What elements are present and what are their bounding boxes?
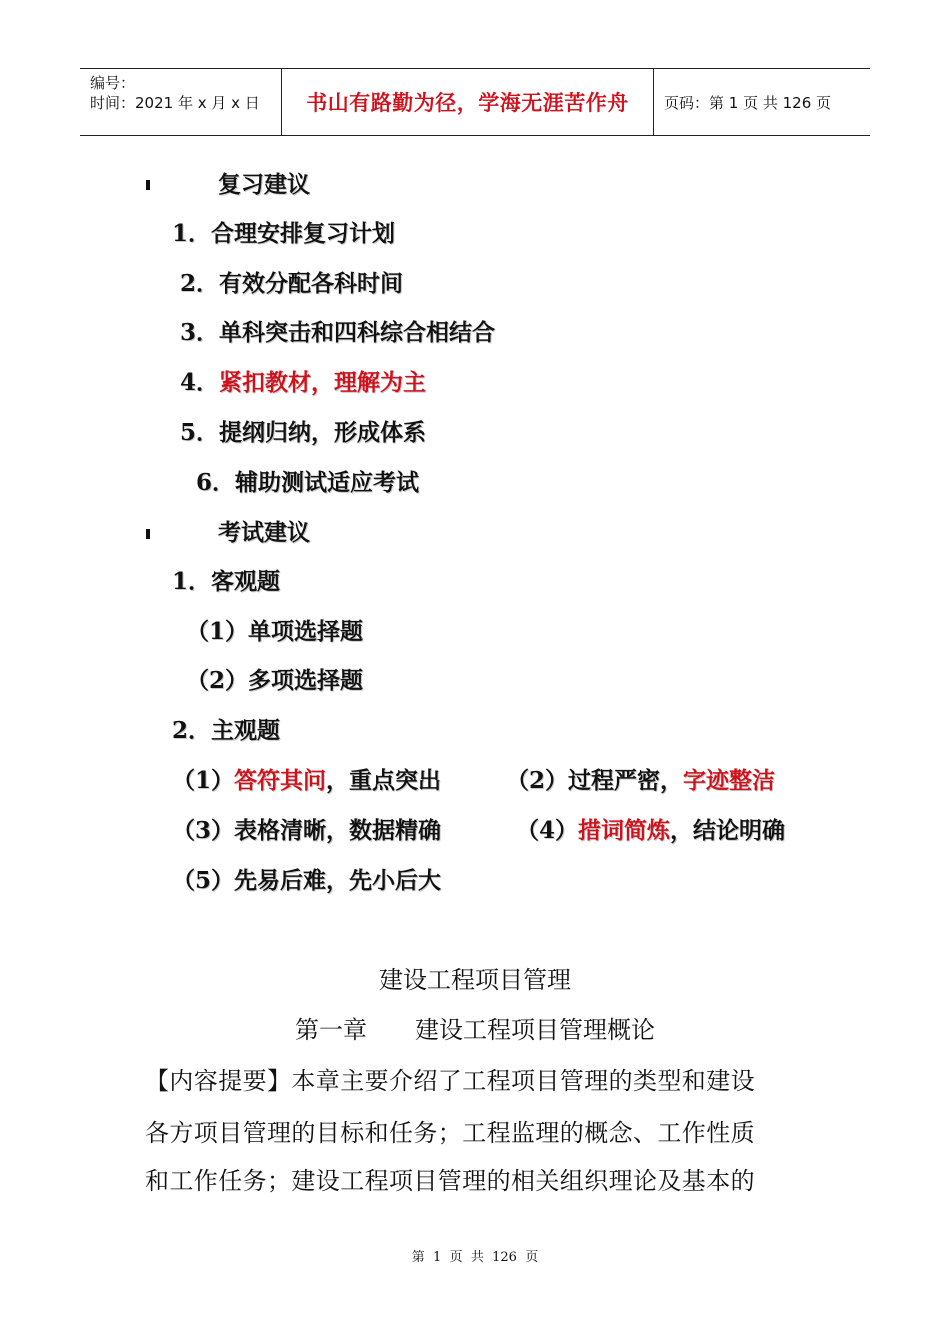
review-item-6: 6．辅助测试适应考试 <box>196 469 420 496</box>
header-table <box>80 68 870 136</box>
subjective-point-5: （5）先易后难，先小后大 <box>172 867 442 894</box>
book-title: 建设工程项目管理 <box>379 966 571 994</box>
chapter-title: 第一章 建设工程项目管理概论 <box>295 1016 655 1044</box>
summary-line-1: 【内容提要】本章主要介绍了工程项目管理的类型和建设 <box>145 1067 755 1095</box>
review-heading: 复习建议 <box>218 171 310 198</box>
summary-line-3: 和工作任务；建设工程项目管理的相关组织理论及基本的 <box>145 1167 755 1195</box>
bullet-icon <box>146 180 150 190</box>
subjective-heading: 2．主观题 <box>172 717 281 744</box>
subjective-point-1 <box>172 766 441 796</box>
document-date: 时间：2021 年 x 月 x 日 <box>90 94 260 112</box>
header-page-info: 页码：第 1 页 共 126 页 <box>664 93 832 112</box>
point-1-rest: ，重点突出 <box>326 767 442 794</box>
subjective-point-2 <box>506 766 775 796</box>
header-motto-cell <box>282 69 654 135</box>
point-4-rest: ，结论明确 <box>670 817 786 844</box>
subjective-point-3: （3）表格清晰，数据精确 <box>172 817 442 844</box>
point-4-highlight: 措词简炼 <box>578 817 671 844</box>
exam-heading: 考试建议 <box>218 519 310 546</box>
header-meta <box>80 69 282 135</box>
point-1-highlight: 答符其问 <box>234 767 327 794</box>
review-item-4-number: 4． <box>180 369 220 396</box>
page-footer: 第 1 页 共 126 页 <box>411 1250 539 1265</box>
review-item-3: 3．单科突击和四科综合相结合 <box>180 319 496 346</box>
header-motto: 书山有路勤为径，学海无涯苦作舟 <box>306 90 629 115</box>
summary-line-2: 各方项目管理的目标和任务；工程监理的概念、工作性质 <box>145 1119 755 1147</box>
review-item-4 <box>180 368 426 398</box>
bullet-icon <box>146 529 150 539</box>
point-2-highlight: 字迹整洁 <box>683 767 776 794</box>
point-1-number: （1） <box>172 767 235 794</box>
point-2-text: （2）过程严密， <box>506 767 684 794</box>
point-4-number: （4） <box>516 817 579 844</box>
objective-sub-1: （1）单项选择题 <box>186 618 364 645</box>
document-number-label: 编号： <box>90 74 136 92</box>
review-item-5: 5．提纲归纳，形成体系 <box>180 419 427 446</box>
objective-heading: 1．客观题 <box>172 568 281 595</box>
objective-sub-2: （2）多项选择题 <box>186 667 364 694</box>
subjective-point-4 <box>516 816 785 846</box>
review-item-2: 2．有效分配各科时间 <box>180 270 404 297</box>
review-item-1: 1．合理安排复习计划 <box>172 220 396 247</box>
review-item-4-text: 紧扣教材，理解为主 <box>219 369 427 396</box>
